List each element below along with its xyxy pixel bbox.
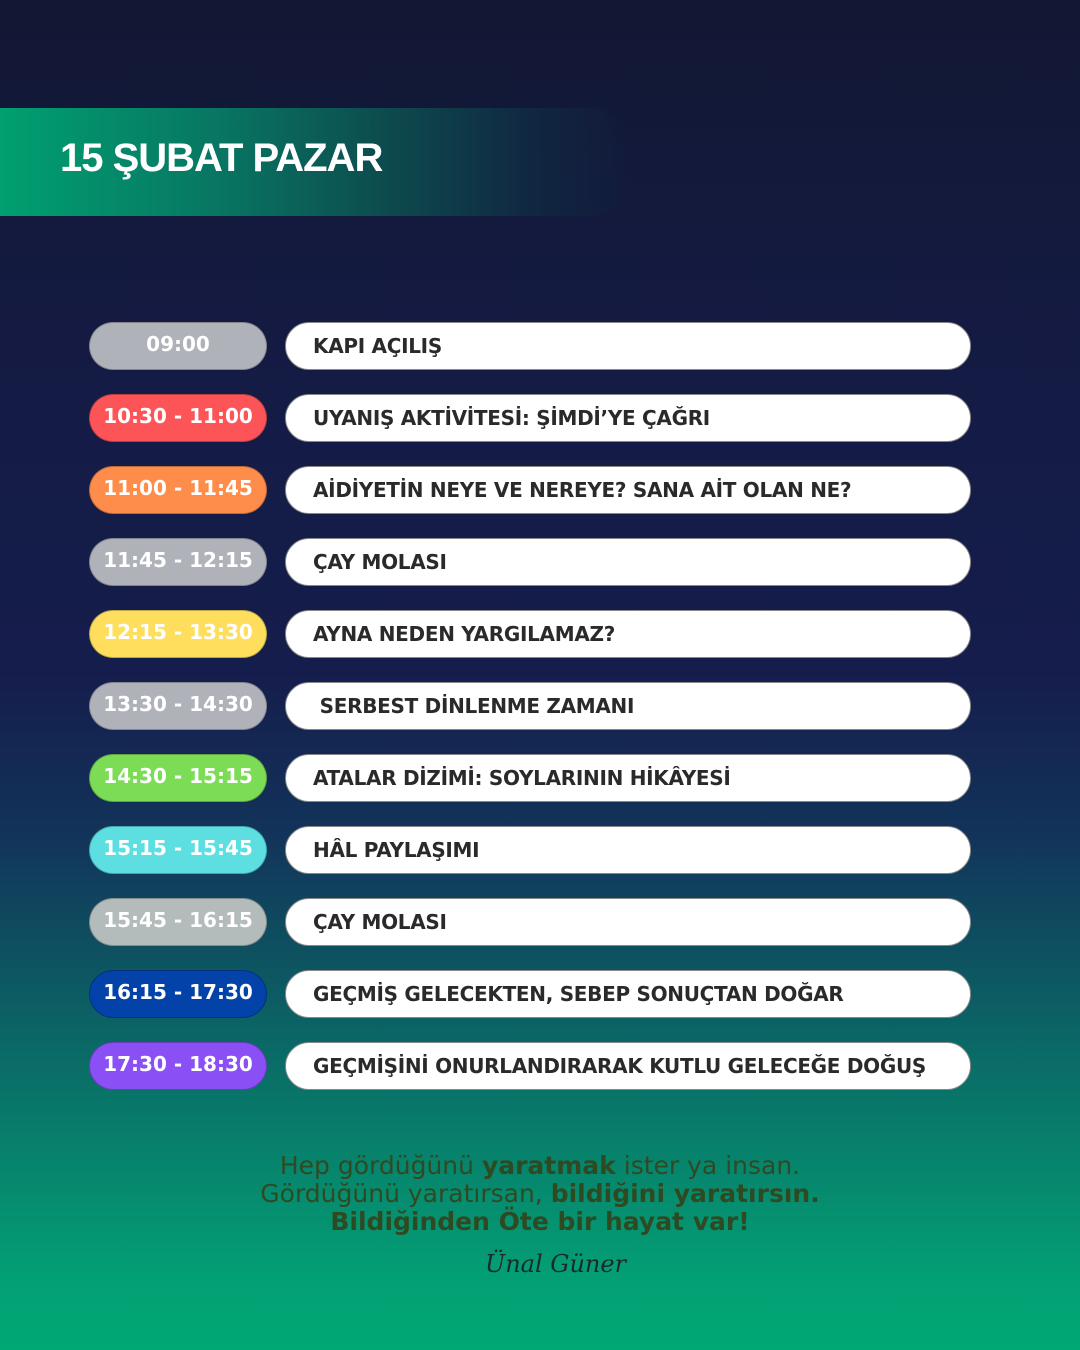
time-pill: 13:30 - 14:30 [89,682,267,730]
schedule-row [89,1042,971,1090]
time-pill: 15:15 - 15:45 [89,826,267,874]
event-pill: AİDİYETİN NEYE VE NEREYE? SANA AİT OLAN NE? [285,466,971,514]
time-pill: 12:15 - 13:30 [89,610,267,658]
time-pill: 11:45 - 12:15 [89,538,267,586]
time-pill: 10:30 - 11:00 [89,394,267,442]
quote-bold: yaratmak [481,1151,616,1180]
time-pill: 16:15 - 17:30 [89,970,267,1018]
event-pill: GEÇMİŞİNİ ONURLANDIRARAK KUTLU GELECEĞE DOĞUŞ [285,1042,971,1090]
time-pill: 17:30 - 18:30 [89,1042,267,1090]
quote [0,1152,1080,1236]
schedule-row [89,898,971,946]
quote-bold: bildiğini yaratırsın. [550,1179,820,1208]
schedule-row [89,970,971,1018]
event-pill: AYNA NEDEN YARGILAMAZ? [285,610,971,658]
event-pill: ÇAY MOLASI [285,898,971,946]
page-title: 15 ŞUBAT PAZAR [60,136,383,180]
schedule-row [89,610,971,658]
quote-text: ister ya insan. [615,1151,801,1180]
event-pill: SERBEST DİNLENME ZAMANI [285,682,971,730]
time-pill: 15:45 - 16:15 [89,898,267,946]
event-pill: ATALAR DİZİMİ: SOYLARININ HİKÂYESİ [285,754,971,802]
date-banner [0,108,630,216]
quote-bold: Bildiğinden Öte bir hayat var! [330,1207,750,1236]
quote-text: Gördüğünü yaratırsan, [260,1179,551,1208]
schedule-list [89,322,971,1114]
event-pill: UYANIŞ AKTİVİTESİ: ŞİMDİ’YE ÇAĞRI [285,394,971,442]
event-pill: GEÇMİŞ GELECEKTEN, SEBEP SONUÇTAN DOĞAR [285,970,971,1018]
time-pill: 09:00 [89,322,267,370]
schedule-row [89,394,971,442]
event-pill: HÂL PAYLAŞIMI [285,826,971,874]
schedule-row [89,538,971,586]
schedule-row [89,826,971,874]
schedule-row [89,682,971,730]
event-pill: KAPI AÇILIŞ [285,322,971,370]
time-pill: 14:30 - 15:15 [89,754,267,802]
schedule-row [89,466,971,514]
schedule-row [89,322,971,370]
signature: Ünal Güner [485,1250,627,1278]
time-pill: 11:00 - 11:45 [89,466,267,514]
schedule-row [89,754,971,802]
quote-text: Hep gördüğünü [279,1151,482,1180]
event-pill: ÇAY MOLASI [285,538,971,586]
